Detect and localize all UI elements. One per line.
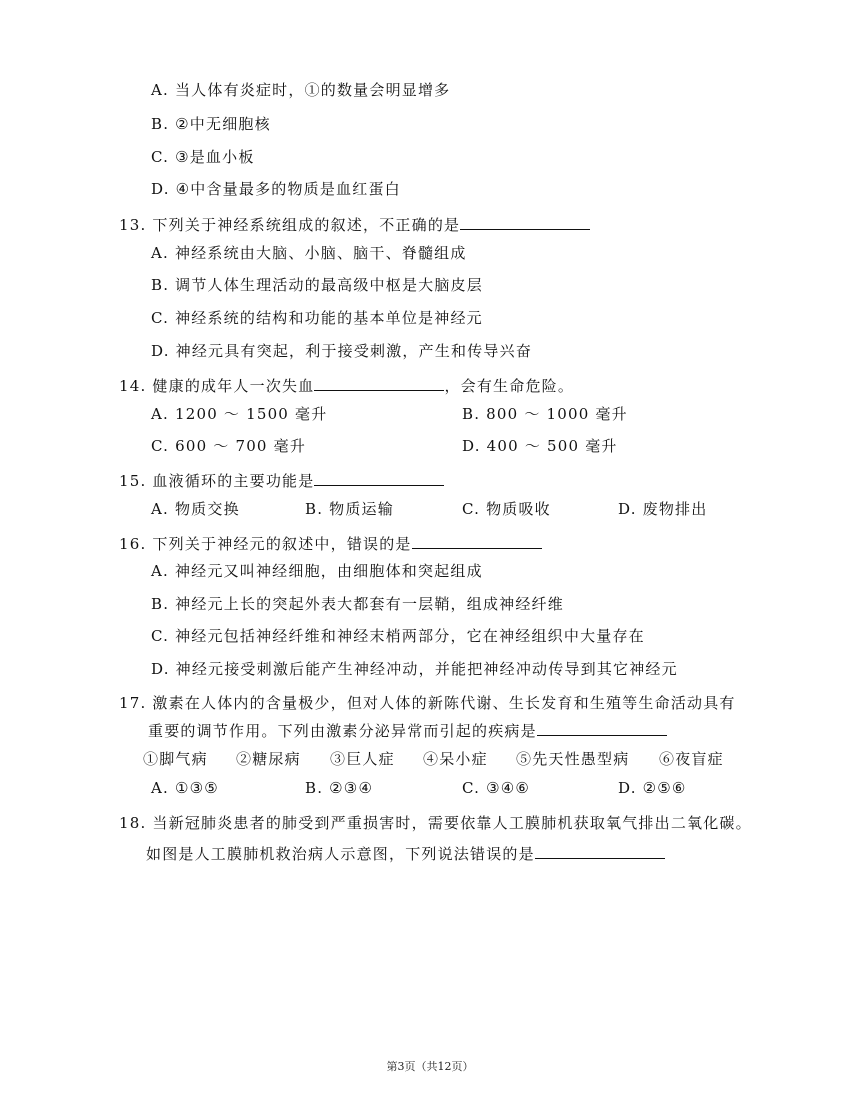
q17-item-4: ④呆小症 <box>423 750 488 768</box>
q14-option-a: A. 1200 ～ 1500 毫升 <box>151 405 328 423</box>
q14-option-d: D. 400 ～ 500 毫升 <box>462 437 618 455</box>
q13-stem <box>119 213 590 235</box>
answer-blank <box>460 213 590 230</box>
q17-item-2: ②糖尿病 <box>236 750 301 768</box>
q18-stem-line2 <box>146 842 665 864</box>
q16-stem-text: 16. 下列关于神经元的叙述中，错误的是 <box>119 535 412 553</box>
q15-option-c: C. 物质吸收 <box>462 500 551 518</box>
q13-option-d: D. 神经元具有突起，利于接受刺激，产生和传导兴奋 <box>151 342 533 360</box>
q17-stem-line2 <box>148 719 667 741</box>
q17-stem-line1: 17. 激素在人体内的含量极少，但对人体的新陈代谢、生长发育和生殖等生命活动具有 <box>119 694 736 712</box>
q14-stem <box>119 374 574 396</box>
q14-option-b: B. 800 ～ 1000 毫升 <box>462 405 628 423</box>
q14-stem-text: 14. 健康的成年人一次失血 <box>119 377 315 395</box>
q13-option-a: A. 神经系统由大脑、小脑、脑干、脊髓组成 <box>151 244 467 262</box>
q17-option-c: C. ③④⑥ <box>462 779 531 797</box>
q17-item-3: ③巨人症 <box>330 750 395 768</box>
answer-blank <box>412 532 542 549</box>
q14-option-c: C. 600 ～ 700 毫升 <box>151 437 307 455</box>
q16-option-c: C. 神经元包括神经纤维和神经末梢两部分，它在神经组织中大量存在 <box>151 627 645 645</box>
q13-stem-text: 13. 下列关于神经系统组成的叙述，不正确的是 <box>119 216 461 234</box>
q15-option-b: B. 物质运输 <box>305 500 394 518</box>
q15-option-d: D. 废物排出 <box>618 500 708 518</box>
q18-stem-text: 如图是人工膜肺机救治病人示意图，下列说法错误的是 <box>146 845 535 863</box>
q17-item-5: ⑤先天性愚型病 <box>516 750 630 768</box>
q16-option-d: D. 神经元接受刺激后能产生神经冲动，并能把神经冲动传导到其它神经元 <box>151 660 678 678</box>
answer-blank <box>314 469 444 486</box>
q17-stem-text: 重要的调节作用。下列由激素分泌异常而引起的疾病是 <box>148 722 537 740</box>
q12-option-b: B. ②中无细胞核 <box>151 115 271 133</box>
page-footer: 第3页（共12页） <box>386 1060 474 1073</box>
answer-blank <box>314 374 444 391</box>
q14-stem-end: ，会有生命危险。 <box>444 377 575 395</box>
q17-item-6: ⑥夜盲症 <box>659 750 724 768</box>
q12-option-c: C. ③是血小板 <box>151 148 255 166</box>
q18-stem-line1: 18. 当新冠肺炎患者的肺受到严重损害时，需要依靠人工膜肺机获取氧气排出二氧化碳。 <box>119 814 752 832</box>
q15-option-a: A. 物质交换 <box>151 500 240 518</box>
answer-blank <box>535 842 665 859</box>
q15-stem <box>119 469 444 491</box>
q17-option-b: B. ②③④ <box>305 779 374 797</box>
q17-item-1: ①脚气病 <box>143 750 208 768</box>
q17-option-d: D. ②⑤⑥ <box>618 779 687 797</box>
q16-stem <box>119 532 542 554</box>
q15-stem-text: 15. 血液循环的主要功能是 <box>119 472 315 490</box>
q13-option-b: B. 调节人体生理活动的最高级中枢是大脑皮层 <box>151 276 483 294</box>
answer-blank <box>537 719 667 736</box>
q12-option-a: A. 当人体有炎症时，①的数量会明显增多 <box>151 81 451 99</box>
q16-option-b: B. 神经元上长的突起外表大都套有一层鞘，组成神经纤维 <box>151 595 564 613</box>
q13-option-c: C. 神经系统的结构和功能的基本单位是神经元 <box>151 309 483 327</box>
q12-option-d: D. ④中含量最多的物质是血红蛋白 <box>151 180 401 198</box>
q17-option-a: A. ①③⑤ <box>151 779 219 797</box>
q16-option-a: A. 神经元又叫神经细胞，由细胞体和突起组成 <box>151 562 483 580</box>
